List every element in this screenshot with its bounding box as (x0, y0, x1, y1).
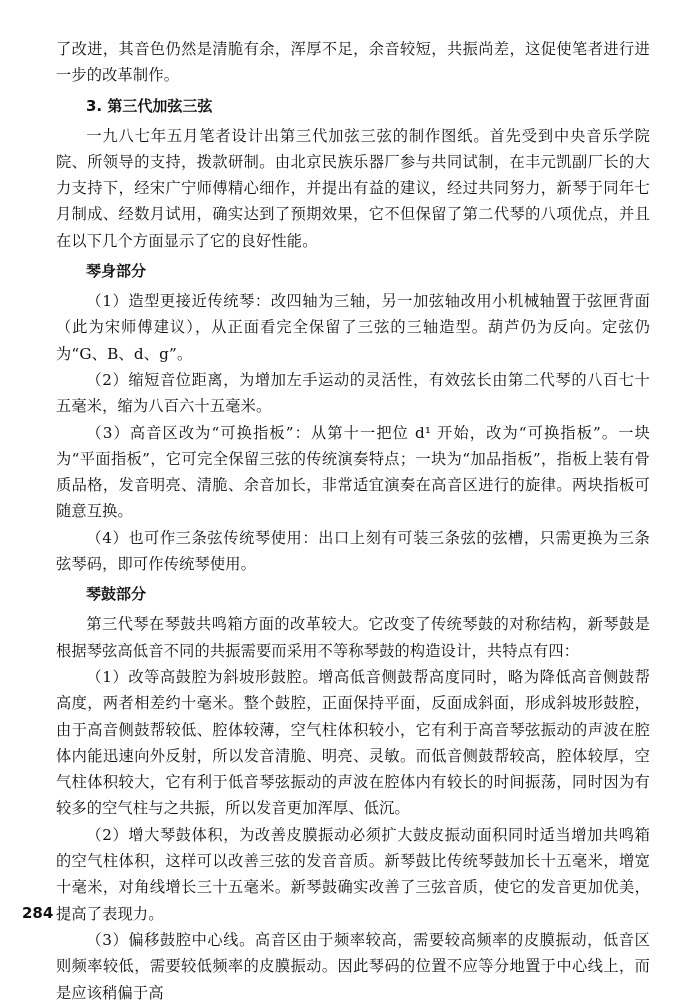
paragraph-drum-item-2: （2）增大琴鼓体积，为改善皮膜振动必须扩大鼓皮振动面积同时适当增加共鸣箱的空气柱体积，这样可以改善三弦的发音音质。新琴鼓比传统琴鼓加长十五毫米，增宽十毫米，对角线增长三十五毫米。新琴鼓确实改善了三弦音质，使它的发音更加优美，提高了表现力。 (56, 825, 650, 923)
paragraph-drum-intro: 第三代琴在琴鼓共鸣箱方面的改革较大。它改变了传统琴鼓的对称结构，新琴鼓是根据琴弦高低音不同的共振需要而采用不等称琴鼓的构造设计，共特点有四： (56, 615, 650, 660)
paragraph-drum-item-1: （1）改等高鼓腔为斜坡形鼓腔。增高低音侧鼓帮高度同时，略为降低高音侧鼓帮高度，两者相差约十毫米。整个鼓腔，正面保持平面，反面成斜面，形成斜坡形鼓腔，由于高音侧鼓帮较低、腔体较薄，空气柱体积较小，它有利于高音琴弦振动的声波在腔体内能迅速向外反射，所以发音清脆、明亮、灵敏。而低音侧鼓帮较高，腔体较厚，空气柱体积较大，它有利于低音琴弦振动的声波在腔体内有较长的时间振荡，同时因为有较多的空气柱与之共振，所以发音更加浑厚、低沉。 (56, 667, 650, 818)
section-heading-third-generation: 3. 第三代加弦三弦 (86, 96, 213, 115)
paragraph-intro: 一九八七年五月笔者设计出第三代加弦三弦的制作图纸。首先受到中央音乐学院院、所领导的支持，拨款研制。由北京民族乐器厂参与共同试制，在丰元凯副厂长的大力支持下，经宋广宁师傅精心细作，并提出有益的建议，经过共同努力，新琴于同年七月制成、经数月试用，确实达到了预期效果，它不但保留了第二代琴的八项优点，并且在以下几个方面显示了它的良好性能。 (56, 126, 650, 250)
subheading-body-part: 琴身部分 (86, 262, 147, 281)
article-body (56, 36, 650, 1006)
paragraph-drum-item-3: （3）偏移鼓腔中心线。高音区由于频率较高，需要较高频率的皮膜振动，低音区则频率较低，需要较低频率的皮膜振动。因此琴码的位置不应等分地置于中心线上，而是应该稍偏于高 (56, 930, 650, 1002)
paragraph-body-item-1: （1）造型更接近传统琴：改四轴为三轴，另一加弦轴改用小机械轴置于弦匣背面（此为宋师傅建议），从正面看完全保留了三弦的三轴造型。葫芦仍为反向。定弦仍为“G、B、d、g”。 (56, 292, 650, 363)
subheading-drum-part: 琴鼓部分 (86, 585, 147, 604)
page-number: 284 (22, 904, 54, 922)
paragraph-body-item-4: （4）也可作三条弦传统琴使用：出口上刻有可装三条弦的弦槽，只需更换为三条弦琴码，即可作传统琴使用。 (56, 528, 650, 574)
paragraph-continuation: 了改进，其音色仍然是清脆有余，浑厚不足，余音较短，共振尚差，这促使笔者进行进一步的改革制作。 (56, 40, 650, 85)
paragraph-body-item-3: （3）高音区改为“可换指板”：从第十一把位 d¹ 开始，改为“可换指板”。一块为“平面指板”，它可完全保留三弦的传统演奏特点；一块为“加品指板”，指板上装有骨质品格，发音明亮、清脆、余音加长，非常适宜演奏在高音区进行的旋律。两块指板可随意互换。 (56, 423, 650, 521)
paragraph-body-item-2: （2）缩短音位距离，为增加左手运动的灵活性，有效弦长由第二代琴的八百七十五毫米，缩为八百六十五毫米。 (56, 370, 650, 416)
